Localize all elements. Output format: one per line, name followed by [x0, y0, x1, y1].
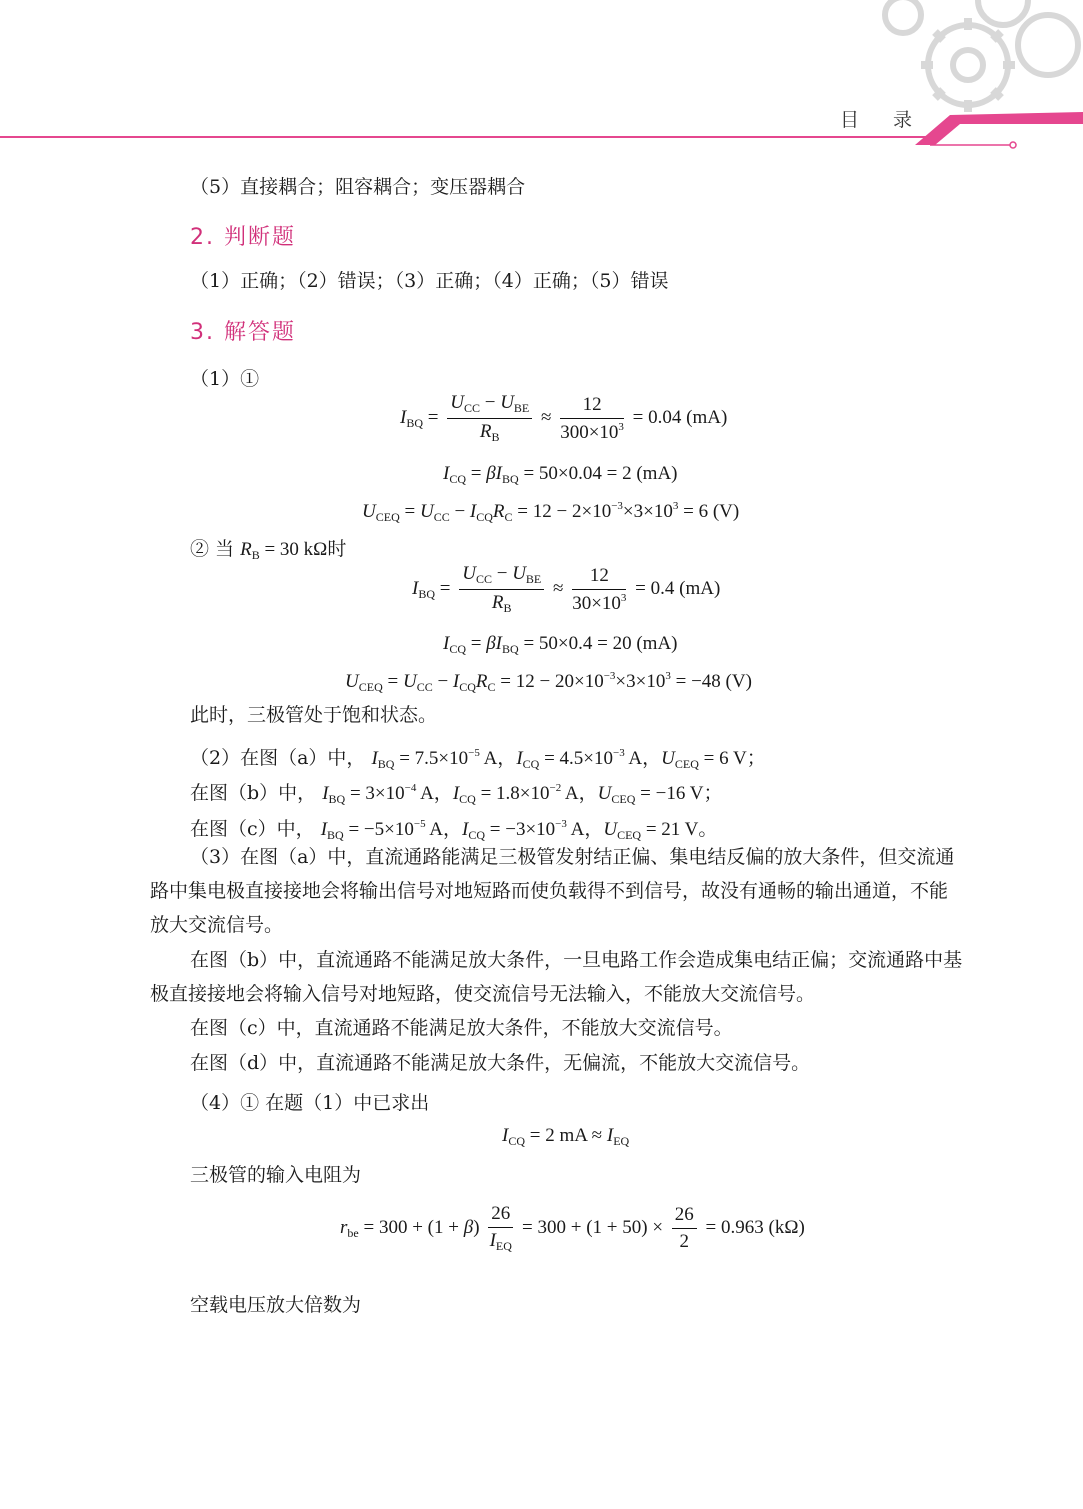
header-title: 目 录: [840, 109, 927, 131]
equation-icq-2: $I_{CQ} = \beta I_{BQ} = 50\times 0.4 = 20$ (mA): [443, 633, 678, 656]
equation-ibq-1: $I_{BQ}$ = $\frac{U_{CC} - U_{BE}}{R_B}$ ≈ $\frac{12}{300\times 10^3}$ = 0.04 (mA): [400, 392, 728, 444]
equation-rbe: $r_{be} = 300 + (1 + \beta)$ $\frac{26}{I_{EQ}}$ = 300 + (1 + 50) × $\frac{26}{2}$ = 0.963 (kΩ): [340, 1203, 805, 1253]
equation-uceq-1: $U_{CEQ} = U_{CC} - I_{CQ}R_C = 12 - 2\times 10^{-3}\times 3\times 10^3 = 6$ (V): [362, 500, 740, 524]
paragraph-3d: 在图（d）中，直流通路不能满足放大条件，无偏流，不能放大交流信号。: [190, 1052, 811, 1074]
paragraph-3b: 在图（b）中，直流通路不能满足放大条件，一旦电路工作会造成集电结正偏；交流通路中基极直接接地会将输入信号对地短路，使交流信号无法输入，不能放大交流信号。: [150, 949, 963, 1005]
equation-icq-1: $I_{CQ} = \beta I_{BQ} = 50\times 0.04 = 2$ (mA): [443, 463, 678, 486]
paragraph-3c: 在图（c）中，直流通路不能满足放大条件，不能放大交流信号。: [190, 1017, 733, 1039]
saturation-note: 此时，三极管处于饱和状态。: [190, 704, 438, 726]
section-heading-answers: 3. 解答题: [190, 320, 296, 345]
equation-uceq-2: $U_{CEQ} = U_{CC} - I_{CQ}R_C = 12 - 20\times 10^{-3}\times 3\times 10^3 = -48$ (V): [345, 670, 752, 694]
question-2-b: 在图（b）中， $I_{BQ} = 3\times 10^{-4}$ A，$I_{CQ} = 1.8\times 10^{-2}$ A，$U_{CEQ} = -16$ V；: [190, 782, 723, 806]
input-resistance-label: 三极管的输入电阻为: [190, 1164, 362, 1186]
equation-ibq-2: $I_{BQ}$ = $\frac{U_{CC} - U_{BE}}{R_B}$ ≈ $\frac{12}{30\times 10^3}$ = 0.4 (mA): [412, 563, 721, 615]
question-1-label: （1）①: [190, 368, 260, 390]
section-heading-judgement: 2. 判断题: [190, 225, 296, 250]
judgement-answers: （1）正确；（2）错误；（3）正确；（4）正确；（5）错误: [190, 270, 669, 292]
condition-line: ② 当 $R_B = 30$ kΩ时: [190, 538, 347, 562]
equation-icq-ieq: $I_{CQ} = 2$ mA ≈ $I_{EQ}$: [502, 1125, 630, 1148]
question-4-label: （4）① 在题（1）中已求出: [190, 1092, 430, 1114]
question-2-a: （2）在图（a）中， $I_{BQ} = 7.5\times 10^{-5}$ A，$I_{CQ} = 4.5\times 10^{-3}$ A，$U_{CEQ} = 6$ V；: [190, 747, 766, 771]
answer-line-5: （5）直接耦合；阻容耦合；变压器耦合: [190, 176, 526, 198]
question-2-c: 在图（c）中， $I_{BQ} = -5\times 10^{-5}$ A，$I_{CQ} = -3\times 10^{-3}$ A，$U_{CEQ} = 21$ V。: [190, 818, 718, 842]
voltage-gain-label: 空载电压放大倍数为: [190, 1294, 362, 1316]
paragraph-3a: （3）在图（a）中，直流通路能满足三极管发射结正偏、集电结反偏的放大条件，但交流通路中集电极直接接地会将输出信号对地短路而使负载得不到信号，故没有通畅的输出通道，不能放大交流信号。: [150, 846, 955, 936]
